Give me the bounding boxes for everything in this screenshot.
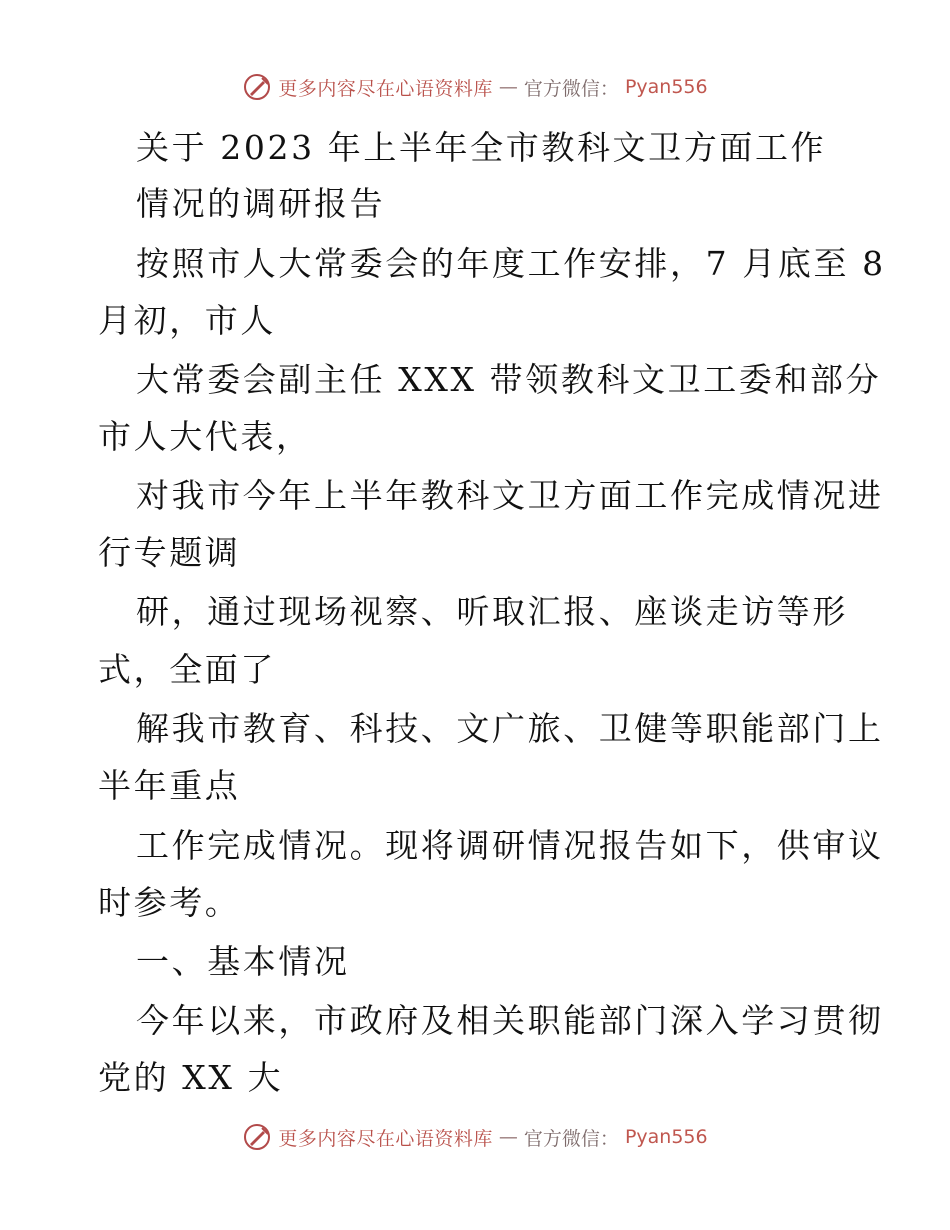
- paragraph-line: 研，通过现场视察、听取汇报、座谈走访等形: [136, 592, 848, 631]
- watermark-id: Pyan556: [624, 76, 708, 98]
- document-title-line-1: 关于 2023 年上半年全市教科文卫方面工作: [136, 128, 827, 167]
- paragraph-line: 按照市人大常委会的年度工作安排，7 月底至 8: [136, 244, 886, 283]
- watermark-separator: —: [498, 76, 518, 98]
- watermark-official: 官方微信：: [523, 77, 619, 100]
- document-title-line-2: 情况的调研报告: [136, 184, 386, 223]
- paragraph-line: 解我市教育、科技、文广旅、卫健等职能部门上: [136, 709, 884, 748]
- watermark-id: Pyan556: [624, 1126, 708, 1148]
- paragraph-line: 大常委会副主任 XXX 带领教科文卫工委和部分: [136, 360, 882, 399]
- paragraph-line: 对我市今年上半年教科文卫方面工作完成情况进: [136, 476, 884, 515]
- header-watermark: [0, 72, 950, 102]
- watermark-separator: —: [498, 1126, 518, 1148]
- paragraph-line: 行专题调: [98, 533, 241, 572]
- paragraph-line: 时参考。: [98, 883, 241, 922]
- section-heading: 一、基本情况: [136, 942, 350, 981]
- watermark-brand: 更多内容尽在心语资料库: [278, 77, 493, 100]
- paragraph-line: 工作完成情况。现将调研情况报告如下，供审议: [136, 826, 884, 865]
- quill-circle-icon: [242, 1122, 272, 1152]
- paragraph-line: 今年以来，市政府及相关职能部门深入学习贯彻: [136, 1001, 884, 1040]
- paragraph-line: 市人大代表，: [98, 417, 312, 456]
- quill-circle-icon: [242, 72, 272, 102]
- paragraph-line: 半年重点: [98, 766, 241, 805]
- paragraph-line: 式，全面了: [98, 650, 276, 689]
- watermark-official: 官方微信：: [523, 1127, 619, 1150]
- paragraph-line: 月初，市人: [98, 301, 276, 340]
- paragraph-line: 党的 XX 大: [98, 1058, 284, 1097]
- footer-watermark: [0, 1122, 950, 1152]
- watermark-brand: 更多内容尽在心语资料库: [278, 1127, 493, 1150]
